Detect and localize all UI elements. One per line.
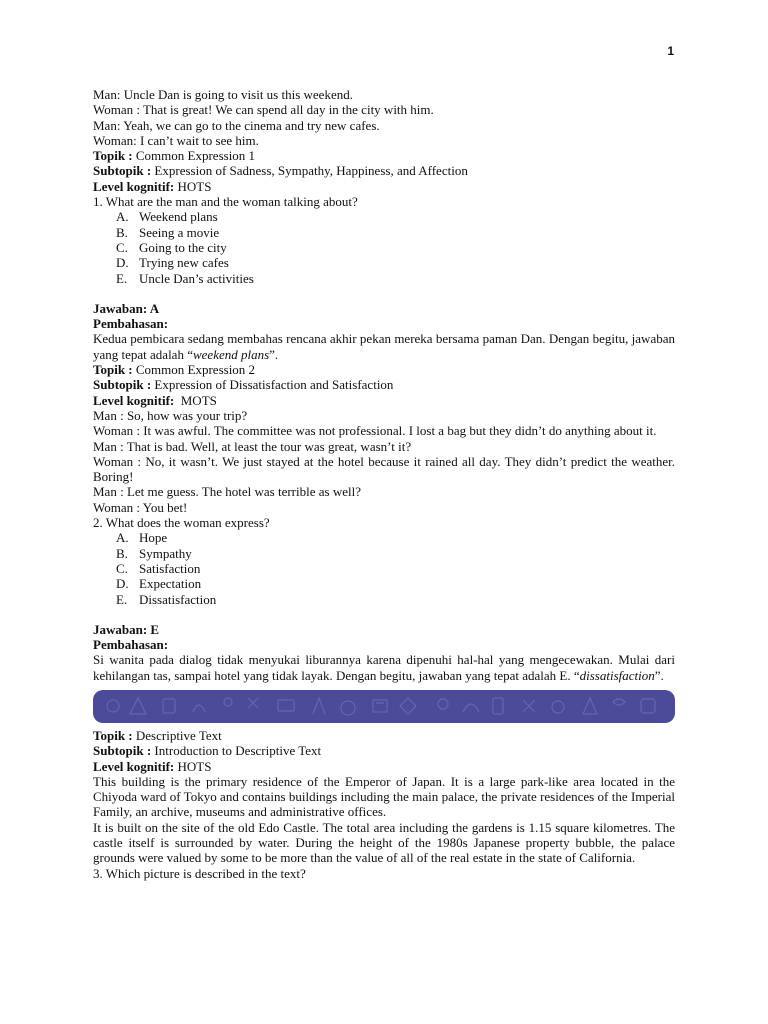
level-label: Level kognitif: xyxy=(93,178,175,194)
option-letter: B. xyxy=(116,224,128,240)
topic-label: Topik : xyxy=(93,727,133,743)
option-item xyxy=(93,576,675,591)
banner-pattern-icon xyxy=(93,690,675,723)
level-label: Level kognitif: xyxy=(93,758,175,774)
topic-label: Topik : xyxy=(93,362,133,378)
level-label: Level kognitif: xyxy=(93,392,175,408)
option-item xyxy=(93,592,675,607)
page-content xyxy=(93,87,675,881)
option-letter: E. xyxy=(116,591,128,607)
subtopic-line xyxy=(93,163,675,178)
option-item xyxy=(93,530,675,545)
option-item xyxy=(93,240,675,255)
answer-line xyxy=(93,301,675,316)
option-text: Sympathy xyxy=(139,545,192,561)
option-letter: B. xyxy=(116,545,128,561)
dialog-line: Woman : It was awful. The committee was not professional. I lost a bag but they didn’t do anything about it. xyxy=(93,423,657,439)
dialog-line: Man: Yeah, we can go to the cinema and try new cafes. xyxy=(93,117,380,133)
explanation-body: Kedua pembicara sedang membahas rencana akhir pekan mereka bersama paman Dan. Dengan begitu, jawaban yang tepat adalah “ xyxy=(93,331,675,362)
subtopic-line xyxy=(93,743,675,758)
explanation-emphasis: weekend plans xyxy=(192,346,270,362)
explanation-label: Pembahasan: xyxy=(93,637,169,653)
option-letter: E. xyxy=(116,270,128,286)
subtopic-value: Introduction to Descriptive Text xyxy=(151,743,322,759)
decorative-banner xyxy=(93,690,675,723)
option-text: Hope xyxy=(139,530,168,546)
explanation-text xyxy=(93,331,675,362)
option-text: Uncle Dan’s activities xyxy=(139,270,254,286)
option-text: Dissatisfaction xyxy=(139,591,217,607)
topic-line xyxy=(93,362,675,377)
subtopic-label: Subtopik : xyxy=(93,163,152,179)
level-value: MOTS xyxy=(174,392,217,408)
answer-line xyxy=(93,622,675,637)
option-text: Going to the city xyxy=(139,239,227,255)
explanation-emphasis: dissatisfaction xyxy=(579,667,655,683)
option-letter: A. xyxy=(116,209,129,225)
option-letter: D. xyxy=(116,255,129,271)
topic-value: Common Expression 1 xyxy=(132,148,256,164)
answer-text: Jawaban: A xyxy=(93,300,160,316)
option-text: Satisfaction xyxy=(139,560,201,576)
explanation-body: Si wanita pada dialog tidak menyukai liburannya karena dipenuhi hal-hal yang mengecewakan. Mulai dari kehilangan tas, sampai hotel yang tidak layak. Dengan begitu, jawaban yang tepat adalah E. “ xyxy=(93,652,675,683)
subtopic-label: Subtopik : xyxy=(93,377,152,393)
option-letter: C. xyxy=(116,239,128,255)
option-item xyxy=(93,271,675,286)
option-item xyxy=(93,209,675,224)
level-line xyxy=(93,393,675,408)
option-text: Weekend plans xyxy=(139,209,218,225)
explanation-text xyxy=(93,652,675,683)
subtopic-value: Expression of Dissatisfaction and Satisfaction xyxy=(151,377,394,393)
level-value: HOTS xyxy=(174,758,212,774)
question-text: 1. What are the man and the woman talking about? xyxy=(93,194,358,210)
explanation-heading xyxy=(93,316,675,331)
explanation-heading xyxy=(93,637,675,652)
option-text: Seeing a movie xyxy=(139,224,220,240)
dialog-line: Man : So, how was your trip? xyxy=(93,407,248,423)
dialog-line: Woman : You bet! xyxy=(93,499,188,515)
option-text: Trying new cafes xyxy=(139,255,229,271)
explanation-end: ”. xyxy=(654,667,664,683)
level-line xyxy=(93,759,675,774)
option-text: Expectation xyxy=(139,576,202,592)
subtopic-label: Subtopik : xyxy=(93,743,152,759)
subtopic-line xyxy=(93,377,675,392)
option-item xyxy=(93,255,675,270)
dialog-line: Woman : That is great! We can spend all day in the city with him. xyxy=(93,102,434,118)
topic-value: Descriptive Text xyxy=(132,727,222,743)
subtopic-value: Expression of Sadness, Sympathy, Happiness, and Affection xyxy=(151,163,468,179)
option-item xyxy=(93,561,675,576)
question-text: 3. Which picture is described in the text? xyxy=(93,865,306,881)
topic-line xyxy=(93,728,675,743)
option-item xyxy=(93,225,675,240)
explanation-label: Pembahasan: xyxy=(93,316,169,332)
dialog-line: Man : Let me guess. The hotel was terrible as well? xyxy=(93,484,361,500)
answer-text: Jawaban: E xyxy=(93,621,160,637)
option-letter: D. xyxy=(116,576,129,592)
level-line xyxy=(93,179,675,194)
option-item xyxy=(93,546,675,561)
option-letter: C. xyxy=(116,560,128,576)
question-text: 2. What does the woman express? xyxy=(93,515,270,531)
page-number: 1 xyxy=(667,44,674,58)
paragraph: This building is the primary residence of the Emperor of Japan. It is a large park-like area located in the Chiyoda ward of Tokyo and contains buildings including the main palace, the private residences of the Imperial Family, an archive, museums and administrative offices. xyxy=(93,773,675,820)
topic-line xyxy=(93,148,675,163)
topic-label: Topik : xyxy=(93,148,133,164)
dialog-line: Woman : No, it wasn’t. We just stayed at the hotel because it rained all day. They didn’t predict the weather. Boring! xyxy=(93,453,675,485)
explanation-end: ”. xyxy=(269,346,279,362)
level-value: HOTS xyxy=(174,178,212,194)
dialog-line: Man : That is bad. Well, at least the tour was great, wasn’t it? xyxy=(93,438,412,454)
option-letter: A. xyxy=(116,530,129,546)
dialog-line: Man: Uncle Dan is going to visit us this weekend. xyxy=(93,87,353,102)
dialog-line: Woman: I can’t wait to see him. xyxy=(93,132,259,148)
paragraph: It is built on the site of the old Edo Castle. The total area including the gardens is 1.15 square kilometres. The castle itself is surrounded by water. During the height of the 1980s Japanese property bubble, the palace grounds were valued by some to be more than the value of all of the real estate in the state of California. xyxy=(93,819,675,866)
topic-value: Common Expression 2 xyxy=(132,362,256,378)
